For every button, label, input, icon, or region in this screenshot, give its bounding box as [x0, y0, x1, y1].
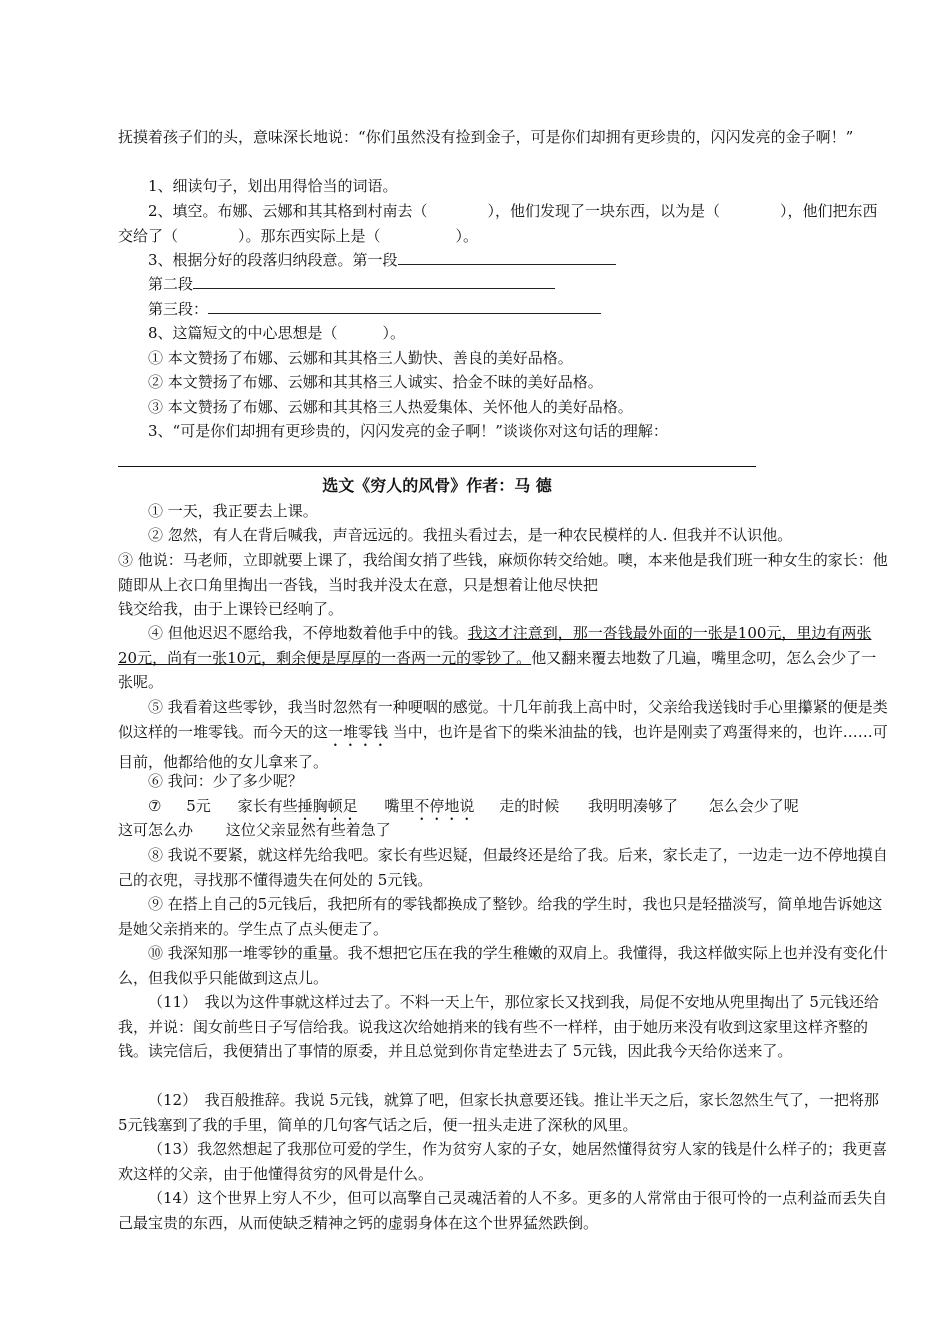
paragraph-14: （14）这个世界上穷人不少，但可以高擎自己灵魂活着的人不多。更多的人常常由于很可怜的一点利益而丢失自己最宝贵的东西，从而使缺乏精神之钙的虚弱身体在这个世界猛然跌倒。	[118, 1189, 888, 1232]
paragraph-8: ⑧ 我说不要紧，就这样先给我吧。家长有些迟疑，但最终还是给了我。后来，家长走了，一边走一边不停地摸自己的衣兜，寻找那不懂得遗失在何处的 5元钱。	[118, 846, 888, 889]
question-8: 8、这篇短文的中心思想是（ ）。	[148, 324, 406, 342]
answer-line-3b[interactable]	[118, 466, 756, 467]
question-3-second	[118, 272, 890, 297]
paragraph-7-line2	[118, 818, 890, 843]
passage-title: 选文《穷人的风骨》作者：马 德	[322, 476, 552, 495]
sentence-enough: 我明明凑够了	[587, 797, 678, 815]
paragraph-9: ⑨ 在搭上自己的5元钱后，我把所有的零钱都换成了整钞。给我的学生时，我也只是轻描淡写，简单地告诉她这是她父亲捎来的。学生点了点头便走了。	[118, 895, 883, 938]
paragraph-10: ⑩ 我深知那一堆零钞的重量。我不想把它压在我的学生稚嫩的双肩上。我懂得，我这样做实际上也并没有变化什么，但我似乎只能做到这点儿。	[118, 944, 888, 987]
paragraph-6: ⑥ 我问：少了多少呢？	[148, 772, 303, 790]
question-3-first-label: 3、根据分好的段落归纳段意。第一段	[148, 251, 398, 269]
sentence-chest-dotted: 捶胸顿足	[297, 797, 358, 815]
question-1: 1、细读句子，划出用得恰当的词语。	[148, 177, 398, 195]
paragraph-3: ③ 他说：马老师，立即就要上课了，我给闺女捎了些钱，麻烦你转交给她。噢，本来他是我们班一种女生的家长：他随即从上衣口角里掏出一沓钱，当时我并没太在意，只是想着让他尽快把	[118, 551, 888, 594]
answer-line-second[interactable]	[193, 274, 555, 289]
intro-paragraph: 抚摸着孩子们的头，意味深长地说：“你们虽然没有捡到金子，可是你们却拥有更珍贵的，闪闪发亮的金子啊！”	[118, 128, 854, 146]
paragraph-5	[118, 695, 890, 774]
option-2: ② 本文赞扬了布娜、云娜和其其格三人诚实、拾金不昧的美好品格。	[148, 373, 603, 391]
question-3	[118, 248, 890, 273]
question-3-second-label: 第二段	[148, 275, 194, 293]
question-3-third	[118, 297, 890, 322]
question-3b: 3、“可是你们却拥有更珍贵的，闪闪发亮的金子啊！”谈谈你对这句话的理解：	[148, 422, 668, 440]
paragraph-12: （12） 我百般推辞。我说 5元钱，就算了吧，但家长执意要还钱。推让半天之后，家长忽然生气了，一把将那 5元钱塞到了我的手里，简单的几句客气话之后，便一扭头走进了深秋的风里。	[118, 1091, 879, 1134]
question-3-third-label: 第三段：	[148, 300, 209, 318]
question-2: 2、填空。布娜、云娜和其其格到村南去（ ），他们发现了一块东西，以为是（ ），他们把东西交给了（ ）。那东西实际上是（ ）。	[118, 202, 878, 245]
paragraph-7-num: ⑦	[148, 797, 162, 815]
sentence-what-to-do: 这可怎么办	[118, 821, 194, 839]
answer-line-third[interactable]	[208, 299, 601, 314]
sentence-5-yuan: 5元	[186, 797, 211, 815]
paragraph-5-end: 当中，也许是省下的柴米油盐的钱，也许是刚卖了鸡蛋得来的，也许……可目前，他都给他的女儿拿来了。	[118, 722, 888, 771]
paragraph-4-end: 他又翻来覆去地数了几遍，嘴里念叨，怎么会少了一张呢。	[118, 648, 877, 691]
paragraph-4	[118, 621, 890, 695]
sentence-anxious: 这位父亲显然有些着急了	[225, 821, 391, 839]
sentence-missing: 怎么会少了呢	[708, 797, 799, 815]
answer-line-first[interactable]	[398, 250, 616, 265]
paragraph-1: ① 一天，我正要去上课。	[148, 502, 318, 520]
paragraph-4-start: ④ 但他迟迟不愿给我，不停地数着他手中的钱。	[148, 624, 468, 642]
paragraph-5-start: ⑤ 我看着这些零钞，我当时忽然有一种哽咽的感觉。十几年前我上高中时，父亲给我送钱时手心里攥紧的便是类似这样的一堆零钱。而今天的这	[118, 698, 888, 741]
paragraph-2: ② 忽然，有人在背后喊我，声音远远的。我扭头看过去，是一种农民模样的人. 但我并不认识他。	[148, 526, 793, 544]
sentence-mouth-dotted: 不停地说	[414, 797, 475, 815]
option-3: ③ 本文赞扬了布娜、云娜和其其格三人热爱集体、关怀他人的美好品格。	[148, 398, 633, 416]
paragraph-11: （11） 我以为这件事就这样过去了。不料一天上午，那位家长又找到我，局促不安地从兜里掏出了 5元钱还给我，并说：闺女前些日子写信给我。说我这次给她捎来的钱有些不一样样，由于她历来没有收到这家里这样齐整的钱。读完信后，我便猜出了事情的原委，并且总觉到你肯定垫进去了 5元钱，因此我今天给你送来了。	[118, 993, 879, 1060]
option-1: ① 本文赞扬了布娜、云娜和其其格三人勤快、善良的美好品格。	[148, 349, 573, 367]
sentence-chest-a: 家长有些	[237, 797, 298, 815]
paragraph-3-cont: 钱交给我，由于上课铃已经响了。	[118, 600, 344, 618]
sentence-leaving: 走的时候	[499, 797, 560, 815]
paragraph-5-dotted: 一堆零钱	[328, 722, 389, 741]
paragraph-4-underlined: 我这才注意到，那一沓钱最外面的一张是100元，里边有两张20元，尚有一张10元，剩余便是厚厚的一沓两一元的零钞了。	[118, 624, 872, 667]
paragraph-13: （13）我忽然想起了我那位可爱的学生，作为贫穷人家的子女，她居然懂得贫穷人家的钱是什么样子的；我更喜欢这样的父亲，由于他懂得贫穷的风骨是什么。	[118, 1140, 888, 1183]
sentence-mouth-a: 嘴里	[384, 797, 415, 815]
